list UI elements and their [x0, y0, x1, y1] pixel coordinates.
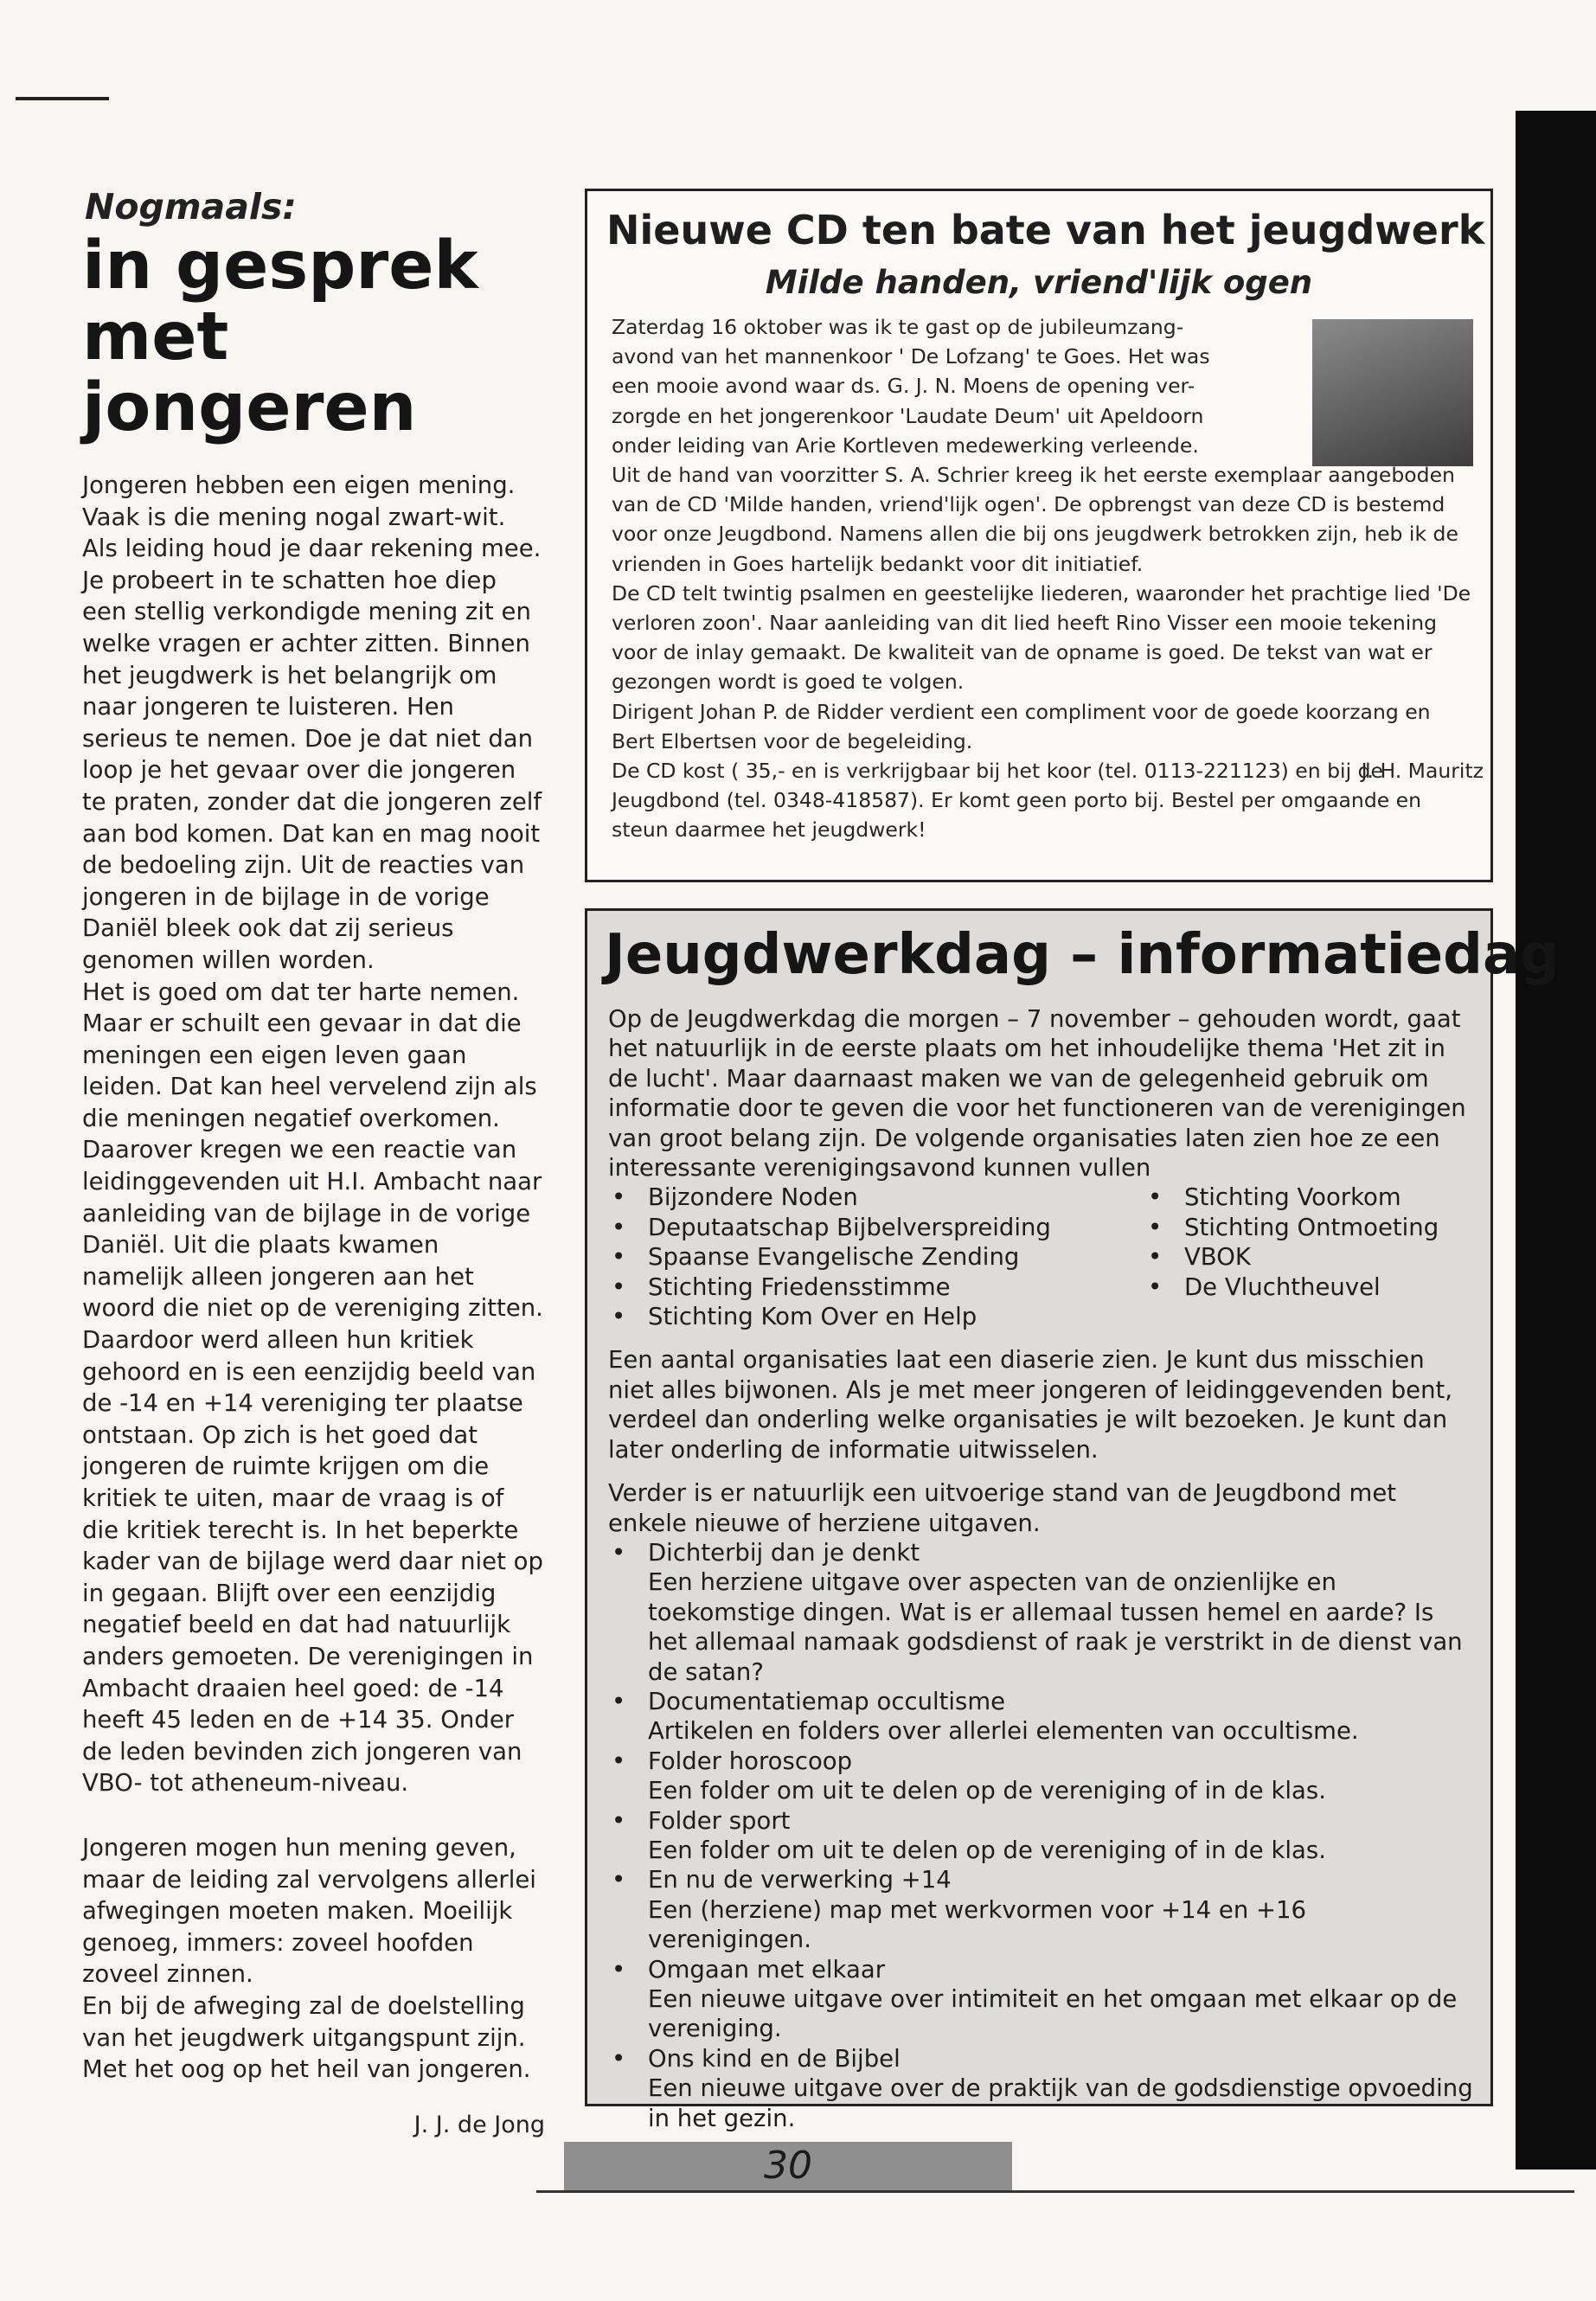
list-item: • VBOK: [1144, 1242, 1439, 1272]
list-item: [608, 1687, 1473, 1747]
list-item: • Spaanse Evangelische Zending: [608, 1242, 1144, 1272]
cd-paragraph: Dirigent Johan P. de Ridder verdient een compliment voor de goede koorzang en Bert Elbertsen voor de begeleiding.: [612, 699, 1431, 753]
cd-line: een mooie avond waar ds. G. J. N. Moens de opening ver-: [612, 374, 1195, 399]
page-number: 30: [564, 2142, 1012, 2190]
cd-paragraph: De CD kost ( 35,- en is verkrijgbaar bij het koor (tel. 0113-221123) en bij de Jeugdbond (tel. 0348-418587). Er komt geen porto bij. Bestel per omgaande en steun daarmee het jeugdwerk!: [612, 759, 1422, 843]
item-name: Ons kind en de Bijbel: [648, 2044, 901, 2073]
item-desc: Een herziene uitgave over aspecten van de onzienlijke en toekomstige dingen. Wat is er allemaal tussen hemel en aarde? Is het allemaal namaak godsdienst of raak je verstrikt in de dienst van de satan?: [648, 1568, 1463, 1686]
jeugdwerkdag-paragraph: Verder is er natuurlijk een uitvoerige stand van de Jeugdbond met enkele nieuwe of herziene uitgaven.: [608, 1479, 1397, 1537]
cd-line: Zaterdag 16 oktober was ik te gast op de jubileumzang-: [612, 315, 1184, 339]
item-name: Dichterbij dan je denkt: [648, 1538, 920, 1567]
top-rule: [16, 97, 109, 100]
list-item: [608, 1747, 1473, 1806]
jeugdwerkdag-paragraph: Een aantal organisaties laat een diaserie zien. Je kunt dus misschien niet alles bijwonen. Als je met meer jongeren of leidinggevenden bent, verdeel dan onderling welke organisaties je wilt bezoeken. Je kunt dan later onderling de informatie uitwisselen.: [608, 1346, 1453, 1464]
cd-article-body: [612, 312, 1484, 845]
item-desc: Een folder om uit te delen op de vereniging of in de klas.: [648, 1836, 1326, 1864]
cd-article-subtitle: Milde handen, vriend'lijk ogen: [765, 264, 1313, 301]
item-name: Omgaan met elkaar: [648, 1955, 886, 1984]
article-paragraph: Het is goed om dat ter harte nemen. Maar er schuilt een gevaar in dat die meningen een eigen leven gaan leiden. Dat kan heel vervelend zijn als die meningen negatief overkomen. Daarover kregen we een reactie van leidinggevenden uit H.I. Ambacht naar aanleiding van de bijlage in de vorige Daniël. Uit die plaats kwamen namelijk alleen jongeren aan het woord die niet op de vereniging zitten. Daardoor werd alleen hun kritiek gehoord en is een eenzijdig beeld van de -14 en +14 vereniging ter plaatse ontstaan. Op zich is het goed dat jongeren de ruimte krijgen om die kritiek te uiten, maar de vraag is of die kritiek terecht is. In het beperkte kader van de bijlage werd daar niet op in gegaan. Blijft over een eenzijdig negatief beeld en dat had natuurlijk anders gemoeten. De verenigingen in Ambacht draaien heel goed: de -14 heeft 45 leden en de +14 35. Onder de leden bevinden zich jongeren van VBO- tot atheneum-niveau.: [82, 977, 543, 1798]
list-item: [608, 1955, 1473, 2044]
list-item: • Stichting Ontmoeting: [1144, 1213, 1439, 1242]
list-item: • Stichting Voorkom: [1144, 1183, 1439, 1212]
article-headline: in gesprek met jongeren: [82, 228, 478, 446]
cd-line: zorgde en het jongerenkoor 'Laudate Deum' uit Apeldoorn: [612, 403, 1204, 428]
article-paragraph: Jongeren mogen hun mening geven, maar de leiding zal vervolgens allerlei afwegingen moeten maken. Moeilijk genoeg, immers: zoveel hoofden zoveel zinnen.: [82, 1833, 536, 1989]
cd-line: avond van het mannenkoor ' De Lofzang' te Goes. Het was: [612, 344, 1210, 369]
item-name: Folder sport: [648, 1806, 791, 1835]
cd-line: onder leiding van Arie Kortleven medewerking verleende.: [612, 433, 1199, 458]
item-desc: Een nieuwe uitgave over intimiteit en het omgaan met elkaar op de vereniging.: [648, 1985, 1458, 2043]
bottom-rule: [536, 2190, 1574, 2193]
left-article: [82, 186, 545, 2138]
article-kicker: Nogmaals:: [85, 186, 297, 228]
item-desc: Een nieuwe uitgave over de praktijk van de godsdienstige opvoeding in het gezin.: [648, 2074, 1473, 2132]
list-item: [608, 1806, 1473, 1866]
item-name: En nu de verwerking +14: [648, 1866, 952, 1894]
article-paragraph: Jongeren hebben een eigen mening. Vaak is die mening nogal zwart-wit. Als leiding houd je daar rekening mee. Je probeert in te schatten hoe diep een stellig verkondigde mening zit en welke vragen er achter zitten. Binnen het jeugdwerk is het belangrijk om naar jongeren te luisteren. Hen serieus te nemen. Doe je dat niet dan loop je het gevaar over die jongeren te praten, zonder dat die jongeren zelf aan bod komen. Dat kan en mag nooit de bedoeling zijn. Uit de reacties van jongeren in de bijlage in de vorige Daniël bleek ook dat zij serieus genomen willen worden.: [82, 471, 542, 974]
list-item: • De Vluchtheuvel: [1144, 1272, 1439, 1302]
list-item: • Deputaatschap Bijbelverspreiding: [608, 1213, 1144, 1242]
jeugdwerkdag-title: Jeugdwerkdag – informatiedag: [605, 923, 1560, 987]
list-item: • Bijzondere Noden: [608, 1183, 1144, 1212]
cd-signature: J. H. Mauritz: [1361, 759, 1484, 784]
list-item: [608, 1865, 1473, 1954]
item-desc: Een (herziene) map met werkvormen voor +14 en +16 verenigingen.: [648, 1895, 1307, 1954]
list-item: [608, 1538, 1473, 1687]
article-paragraph: En bij de afweging zal de doelstelling van het jeugdwerk uitgangspunt zijn. Met het oog op het heil van jongeren.: [82, 1991, 531, 2084]
publications-list: [608, 1538, 1473, 2133]
cd-paragraph: De CD telt twintig psalmen en geestelijke liederen, waaronder het prachtige lied 'De verloren zoon'. Naar aanleiding van dit lied heeft Rino Visser een mooie tekening voor de inlay gemaakt. De kwaliteit van de opname is goed. De tekst van wat er gezongen wordt is goed te volgen.: [612, 580, 1471, 695]
list-item: [608, 2044, 1473, 2133]
jeugdwerkdag-body: [608, 1004, 1473, 2133]
item-name: Folder horoscoop: [648, 1747, 853, 1775]
jeugdwerkdag-box: [585, 908, 1560, 2132]
organisations-list: [608, 1183, 1473, 1331]
cd-article-title: Nieuwe CD ten bate van het jeugdwerk: [606, 207, 1485, 253]
cd-article-box: [585, 189, 1493, 882]
scan-edge-bar: [1516, 111, 1596, 2170]
item-desc: Een folder om uit te delen op de vereniging of in de klas.: [648, 1777, 1326, 1805]
list-item: • Stichting Kom Over en Help: [608, 1302, 1144, 1331]
cd-paragraph: Uit de hand van voorzitter S. A. Schrier kreeg ik het eerste exemplaar aangeboden van de CD 'Milde handen, vriend'lijk ogen'. De opbrengst van deze CD is bestemd voor onze Jeugdbond. Namens allen die bij ons jeugdwerk betrokken zijn, heb ik de vrienden in Goes hartelijk bedankt voor dit initiatief.: [612, 463, 1458, 576]
jeugdwerkdag-intro: Op de Jeugdwerkdag die morgen – 7 november – gehouden wordt, gaat het natuurlijk in de eerste plaats om het inhoudelijke thema 'Het zit in de lucht'. Maar daarnaast maken we van de gelegenheid gebruik om informatie door te geven die voor het functioneren van de verenigingen van groot belang zijn. De volgende organisaties laten zien hoe ze een interessante verenigingsavond kunnen vullen: [608, 1005, 1466, 1183]
list-item: • Stichting Friedensstimme: [608, 1272, 1144, 1302]
item-name: Documentatiemap occultisme: [648, 1687, 1006, 1715]
article-signature: J. J. de Jong: [413, 2111, 545, 2138]
item-desc: Artikelen en folders over allerlei elementen van occultisme.: [648, 1717, 1359, 1746]
